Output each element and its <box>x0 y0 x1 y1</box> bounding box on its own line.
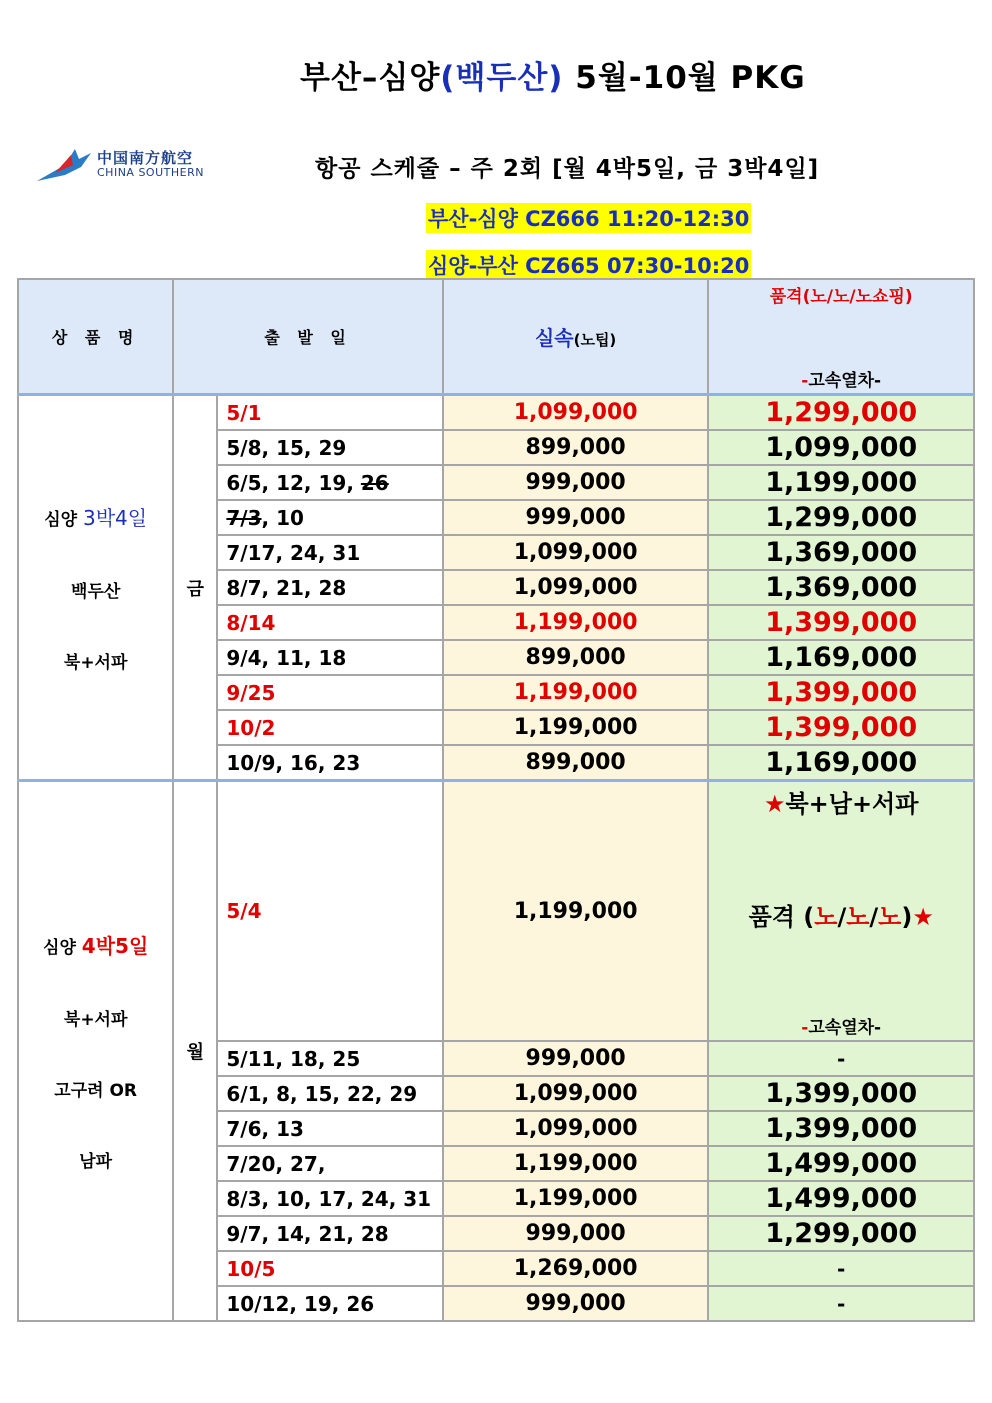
departure-date <box>217 500 442 535</box>
premium-price: - <box>708 1286 974 1321</box>
table-row <box>18 781 974 1042</box>
cancelled-date: 7/3 <box>226 505 262 530</box>
flight-schedule-heading: 항공 스케줄 – 주 2회 [월 4박5일, 금 3박4일] <box>315 156 820 182</box>
header-silsok-note: (노팁) <box>573 331 617 349</box>
premium-price: 1,499,000 <box>708 1181 974 1216</box>
departure-date: 7/6, 13 <box>217 1111 442 1146</box>
slash: / <box>869 903 879 931</box>
premium-price: 1,399,000 <box>708 1111 974 1146</box>
silsok-price: 999,000 <box>443 500 709 535</box>
no-tip: 노 <box>814 903 838 931</box>
product-duration: 4박5일 <box>81 934 149 958</box>
star-icon: ★ <box>912 903 934 931</box>
departure-date: 10/12, 19, 26 <box>217 1286 442 1321</box>
departure-date: 5/4 <box>217 781 442 1042</box>
silsok-price: 1,099,000 <box>443 1076 709 1111</box>
product-course-south: 남파 <box>79 1152 113 1172</box>
silsok-price: 1,199,000 <box>443 781 709 1042</box>
departure-date: 5/8, 15, 29 <box>217 430 442 465</box>
flight-outbound: 부산-심양 CZ666 11:20-12:30 <box>426 203 751 233</box>
premium-price: - <box>708 1041 974 1076</box>
silsok-price: 1,099,000 <box>443 1111 709 1146</box>
slash: / <box>837 903 847 931</box>
premium-price: 1,199,000 <box>708 465 974 500</box>
special-train: 고속열차- <box>808 1018 882 1038</box>
special-note-line3 <box>709 1013 973 1038</box>
china-southern-logo <box>35 145 215 185</box>
header-premium <box>708 279 974 395</box>
star-icon: ★ <box>763 790 786 818</box>
silsok-price: 899,000 <box>443 430 709 465</box>
silsok-price: 1,199,000 <box>443 1146 709 1181</box>
departure-date: 7/20, 27, <box>217 1146 442 1181</box>
silsok-price: 1,199,000 <box>443 605 709 640</box>
weekday-mon: 월 <box>173 781 217 1322</box>
departure-date: 10/5 <box>217 1251 442 1286</box>
special-note-line1 <box>709 784 973 819</box>
premium-price: - <box>708 1251 974 1286</box>
special-course: 북+남+서파 <box>785 790 919 818</box>
premium-price: 1,299,000 <box>708 500 974 535</box>
departure-date: 9/7, 14, 21, 28 <box>217 1216 442 1251</box>
date-text: 6/5, 12, 19, <box>226 470 361 495</box>
departure-date: 7/17, 24, 31 <box>217 535 442 570</box>
silsok-price: 1,099,000 <box>443 395 709 431</box>
premium-price: 1,299,000 <box>708 1216 974 1251</box>
premium-price: 1,099,000 <box>708 430 974 465</box>
date-text: , 10 <box>261 505 304 530</box>
premium-price: 1,499,000 <box>708 1146 974 1181</box>
logo-en-text: CHINA SOUTHERN <box>97 166 204 179</box>
silsok-price: 1,199,000 <box>443 710 709 745</box>
header-premium-top: 품격(노/노/노쇼핑) <box>769 287 913 307</box>
header-date: 출 발 일 <box>173 279 443 395</box>
departure-date: 9/4, 11, 18 <box>217 640 442 675</box>
title-period: 5월-10월 PKG <box>563 60 806 96</box>
silsok-price: 999,000 <box>443 1286 709 1321</box>
no-option: 노 <box>846 903 870 931</box>
departure-date: 8/14 <box>217 605 442 640</box>
premium-price: 1,369,000 <box>708 570 974 605</box>
product-course-alt: 고구려 OR <box>54 1081 138 1101</box>
dash: - <box>801 1018 809 1038</box>
flight-inbound: 심양-부산 CZ665 07:30-10:20 <box>426 250 751 280</box>
premium-price: 1,399,000 <box>708 1076 974 1111</box>
silsok-price: 1,099,000 <box>443 570 709 605</box>
departure-date: 6/1, 8, 15, 22, 29 <box>217 1076 442 1111</box>
premium-price: 1,169,000 <box>708 640 974 675</box>
silsok-price: 1,099,000 <box>443 535 709 570</box>
product-course: 북+서파 <box>63 653 128 673</box>
header-silsok <box>443 279 709 395</box>
header-row <box>18 279 974 395</box>
kapok-flower-icon <box>35 145 93 183</box>
silsok-price: 899,000 <box>443 745 709 781</box>
departure-date: 10/2 <box>217 710 442 745</box>
product-city: 심양 <box>44 510 83 530</box>
weekday-fri: 금 <box>173 395 217 781</box>
silsok-price: 999,000 <box>443 465 709 500</box>
special-premium-label: 품격 ( <box>748 903 815 931</box>
silsok-price: 999,000 <box>443 1216 709 1251</box>
departure-date <box>217 465 442 500</box>
departure-date: 8/3, 10, 17, 24, 31 <box>217 1181 442 1216</box>
product-4n5d <box>18 781 173 1322</box>
departure-date: 9/25 <box>217 675 442 710</box>
product-route: 백두산 <box>71 582 121 602</box>
paren: ) <box>901 903 913 931</box>
silsok-price: 899,000 <box>443 640 709 675</box>
product-duration: 3박4일 <box>82 506 148 530</box>
title-highlight: (백두산) <box>440 60 564 96</box>
product-course: 북+서파 <box>63 1010 128 1030</box>
departure-date: 10/9, 16, 23 <box>217 745 442 781</box>
silsok-price: 1,199,000 <box>443 1181 709 1216</box>
price-table <box>17 278 975 1322</box>
departure-date: 5/1 <box>217 395 442 431</box>
special-note-line2 <box>709 897 973 932</box>
premium-price: 1,399,000 <box>708 605 974 640</box>
premium-price: 1,299,000 <box>708 395 974 431</box>
header-silsok-label: 실속 <box>534 326 574 350</box>
header-premium-train: 고속열차- <box>808 371 882 391</box>
title-route: 부산–심양 <box>300 60 441 96</box>
premium-price: 1,399,000 <box>708 710 974 745</box>
product-3n4d <box>18 395 173 781</box>
premium-price: 1,169,000 <box>708 745 974 781</box>
product-city: 심양 <box>43 938 82 958</box>
silsok-price: 999,000 <box>443 1041 709 1076</box>
departure-date: 8/7, 21, 28 <box>217 570 442 605</box>
header-premium-dash: - <box>801 371 809 391</box>
premium-special-note <box>708 781 974 1042</box>
premium-price: 1,399,000 <box>708 675 974 710</box>
silsok-price: 1,269,000 <box>443 1251 709 1286</box>
silsok-price: 1,199,000 <box>443 675 709 710</box>
logo-cn-text: 中国南方航空 <box>97 149 194 167</box>
cancelled-date: 26 <box>360 470 389 495</box>
header-premium-bottom <box>709 366 973 391</box>
departure-date: 5/11, 18, 25 <box>217 1041 442 1076</box>
table-row <box>18 395 974 431</box>
no-shopping: 노 <box>878 903 902 931</box>
page-title <box>300 52 900 97</box>
header-product: 상 품 명 <box>18 279 173 395</box>
premium-price: 1,369,000 <box>708 535 974 570</box>
